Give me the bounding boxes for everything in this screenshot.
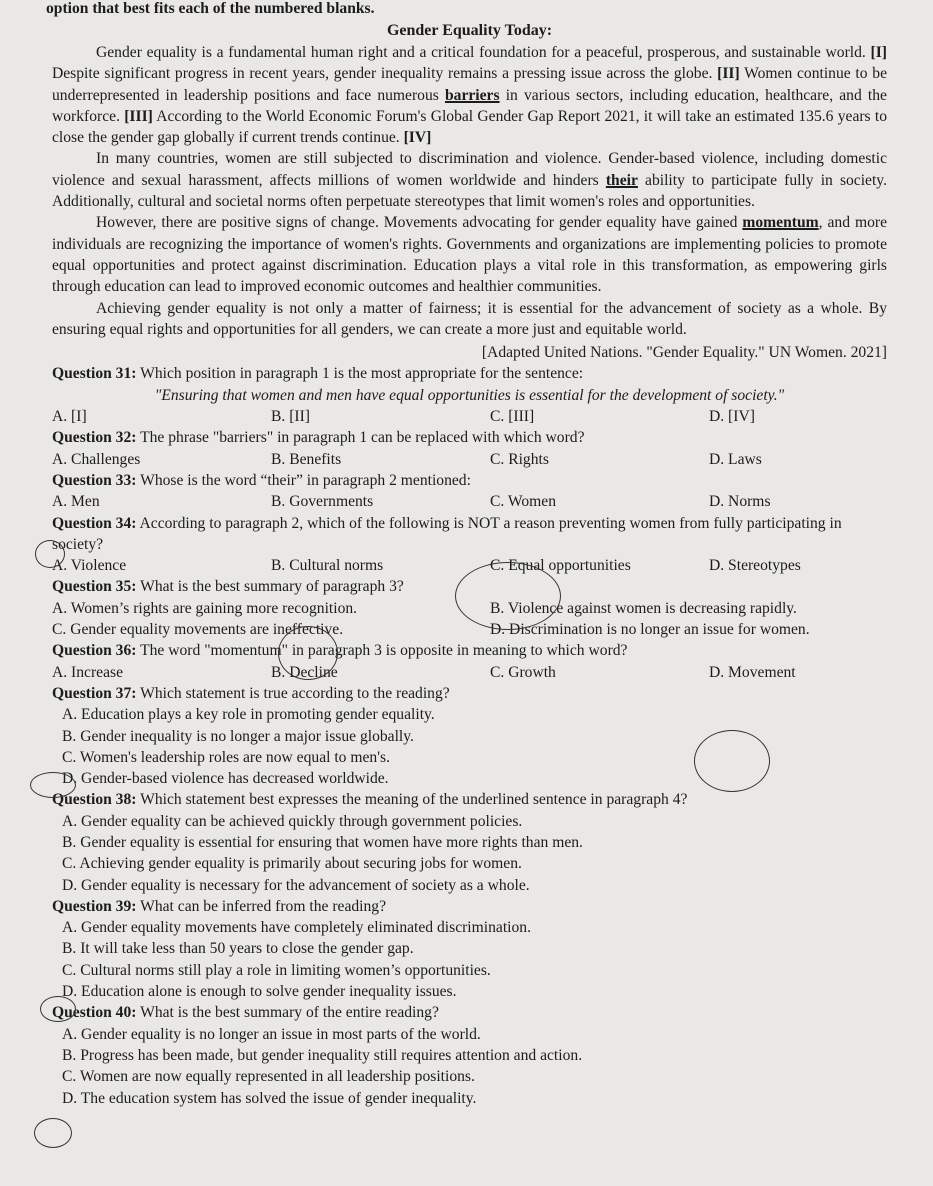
option-c[interactable]: C. Gender equality movements are ineffective.: [52, 621, 344, 639]
option-d[interactable]: D. Movement: [709, 663, 796, 681]
option-d[interactable]: D. Gender-based violence has decreased worldwide.: [62, 770, 389, 788]
instruction-text: option that best fits each of the numbered blanks.: [46, 0, 375, 17]
option-b[interactable]: B. Gender inequality is no longer a major issue globally.: [62, 727, 414, 745]
answer-circle-q40: [34, 1118, 72, 1148]
question-34: Question 34: According to paragraph 2, which of the following is NOT a reason preventing women from fully participating in society? A. Violence B. Cultural norms C. Equal opportunities D. Stereotypes: [52, 513, 887, 577]
option-d[interactable]: D. The education system has solved the issue of gender inequality.: [62, 1089, 477, 1107]
option-c[interactable]: C. Women: [490, 493, 557, 511]
option-b[interactable]: B. Decline: [271, 663, 338, 681]
option-d[interactable]: D. Gender equality is necessary for the advancement of society as a whole.: [62, 876, 530, 894]
question-37: Question 37: Which statement is true according to the reading? A. Education plays a key role in promoting gender equality. B. Gender inequality is no longer a major issue globally. C. Women's leadership roles are now equal to men's. D. Gender-based violence has decreased worldwide.: [52, 683, 887, 789]
question-36: Question 36: The word "momentum" in paragraph 3 is opposite in meaning to which word? A. Increase B. Decline C. Growth D. Movement: [52, 640, 887, 683]
option-a[interactable]: A. [I]: [52, 408, 87, 426]
option-d[interactable]: D. Stereotypes: [709, 557, 801, 575]
question-31-prompt: "Ensuring that women and men have equal opportunities is essential for the development of society.": [154, 386, 785, 404]
question-35: Question 35: What is the best summary of paragraph 3? A. Women’s rights are gaining more recognition. B. Violence against women is decreasing rapidly. C. Gender equality movements are ineffective. D. Discrimination is no longer an issue for women.: [52, 576, 887, 640]
paragraph-2: In many countries, women are still subjected to discrimination and violence. Gender-based violence, including domestic violence and sexual harassment, affects millions of women worldwide and hinders their ability to participate fully in society. Additionally, cultural and societal norms often perpetuate stereotypes that limit women's roles and opportunities.: [52, 150, 887, 211]
paragraph-4: Achieving gender equality is not only a matter of fairness; it is essential for the advancement of society as a whole. By ensuring equal rights and opportunities for all genders, we can create a more just and equitable world.: [52, 299, 887, 338]
option-c[interactable]: C. Women are now equally represented in all leadership positions.: [62, 1068, 475, 1086]
option-d[interactable]: D. Laws: [709, 450, 762, 468]
question-38: Question 38: Which statement best expresses the meaning of the underlined sentence in paragraph 4? A. Gender equality can be achieved quickly through government policies. B. Gender equality is essential for ensuring that women have more rights than men. C. Achieving gender equality is primarily about securing jobs for women. D. Gender equality is necessary for the advancement of society as a whole.: [52, 789, 887, 895]
option-d[interactable]: D. [IV]: [709, 408, 755, 426]
option-c[interactable]: C. Achieving gender equality is primarily about securing jobs for women.: [62, 855, 522, 873]
option-c[interactable]: C. Women's leadership roles are now equal to men's.: [62, 748, 391, 766]
source-citation: [Adapted United Nations. "Gender Equality." UN Women. 2021]: [481, 344, 887, 362]
question-39: Question 39: What can be inferred from the reading? A. Gender equality movements have completely eliminated discrimination. B. It will take less than 50 years to close the gender gap. C. Cultural norms still play a role in limiting women’s opportunities. D. Education alone is enough to solve gender inequality issues.: [52, 896, 887, 1002]
option-a[interactable]: A. Violence: [52, 557, 127, 575]
question-32: Question 32: The phrase "barriers" in paragraph 1 can be replaced with which word? A. Challenges B. Benefits C. Rights D. Laws: [52, 427, 887, 470]
option-c[interactable]: C. Equal opportunities: [490, 557, 631, 575]
option-d[interactable]: D. Norms: [709, 493, 771, 511]
underlined-momentum: momentum: [742, 214, 819, 232]
option-b[interactable]: B. Benefits: [271, 450, 342, 468]
option-b[interactable]: B. Gender equality is essential for ensuring that women have more rights than men.: [62, 833, 583, 851]
option-a[interactable]: A. Gender equality is no longer an issue in most parts of the world.: [62, 1025, 481, 1043]
option-b[interactable]: B. Governments: [271, 493, 374, 511]
option-c[interactable]: C. Rights: [490, 450, 549, 468]
option-a[interactable]: A. Gender equality can be achieved quickly through government policies.: [62, 812, 523, 830]
option-a[interactable]: A. Men: [52, 493, 100, 511]
paragraph-1: Gender equality is a fundamental human right and a critical foundation for a peaceful, prosperous, and sustainable world. [I] Despite significant progress in recent years, gender inequality remains a pressing issue across the globe. [II] Women continue to be underrepresented in leadership positions and face numerous barriers in various sectors, including education, healthcare, and the workforce. [III] According to the World Economic Forum's Global Gender Gap Report 2021, it will take an estimated 135.6 years to close the gender gap globally if current trends continue. [IV]: [52, 44, 888, 147]
option-b[interactable]: B. Violence against women is decreasing rapidly.: [490, 599, 797, 617]
option-d[interactable]: D. Discrimination is no longer an issue for women.: [490, 621, 810, 639]
option-c[interactable]: C. Cultural norms still play a role in limiting women’s opportunities.: [62, 961, 491, 979]
option-b[interactable]: B. [II]: [271, 408, 310, 426]
question-33: Question 33: Whose is the word “their” in paragraph 2 mentioned: A. Men B. Governments C. Women D. Norms: [52, 470, 887, 513]
underlined-their: their: [605, 171, 638, 189]
question-40: Question 40: What is the best summary of the entire reading? A. Gender equality is no longer an issue in most parts of the world. B. Progress has been made, but gender inequality still requires attention and action. C. Women are now equally represented in all leadership positions. D. The education system has solved the issue of gender inequality.: [52, 1002, 887, 1108]
option-c[interactable]: C. [III]: [490, 408, 535, 426]
option-a[interactable]: A. Increase: [52, 663, 123, 681]
question-31: Question 31: Which position in paragraph 1 is the most appropriate for the sentence: "Ensuring that women and men have equal opportunities is essential for the development of society." A. [I] B. [II] C. [III] D. [IV]: [52, 363, 887, 427]
option-d[interactable]: D. Education alone is enough to solve gender inequality issues.: [62, 983, 457, 1001]
option-b[interactable]: B. Progress has been made, but gender inequality still requires attention and action.: [62, 1046, 583, 1064]
option-a[interactable]: A. Women’s rights are gaining more recognition.: [52, 599, 358, 617]
option-a[interactable]: A. Education plays a key role in promoting gender equality.: [62, 706, 435, 724]
underlined-barriers: barriers: [444, 86, 500, 104]
option-b[interactable]: B. Cultural norms: [271, 557, 384, 575]
paragraph-3: However, there are positive signs of change. Movements advocating for gender equality have gained momentum, and more individuals are recognizing the importance of women's rights. Governments and organizations are implementing policies to promote equal opportunities and protect against discrimination. Education plays a vital role in this transformation, as empowering girls through education can lead to improved economic outcomes and healthier communities.: [52, 214, 887, 296]
option-b[interactable]: B. It will take less than 50 years to close the gender gap.: [62, 940, 414, 958]
option-a[interactable]: A. Gender equality movements have completely eliminated discrimination.: [62, 919, 531, 937]
passage-title: Gender Equality Today:: [386, 22, 553, 39]
option-c[interactable]: C. Growth: [490, 663, 556, 681]
option-a[interactable]: A. Challenges: [52, 450, 141, 468]
